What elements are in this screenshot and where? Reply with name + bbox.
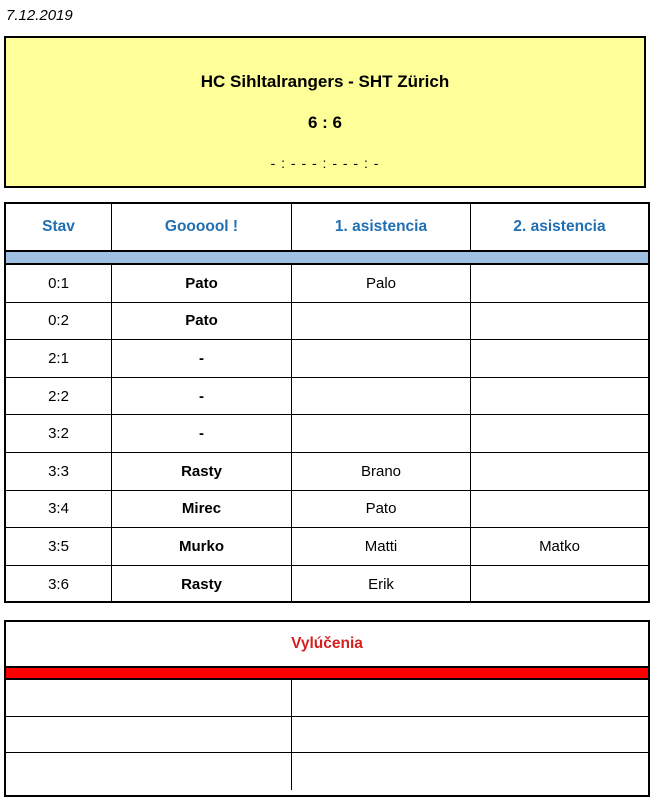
assist-1-cell: Erik xyxy=(292,566,471,604)
assist-2-cell xyxy=(471,265,648,302)
column-header-assist-1: 1. asistencia xyxy=(292,204,471,250)
score-cell: 3:2 xyxy=(6,415,112,452)
assist-2-cell xyxy=(471,378,648,415)
penalties-title: Vylúčenia xyxy=(291,635,363,652)
score-cell: 2:2 xyxy=(6,378,112,415)
scorer-cell: Rasty xyxy=(112,453,292,490)
assist-1-cell: Brano xyxy=(292,453,471,490)
assist-2-cell: Matko xyxy=(539,537,580,555)
table-row xyxy=(6,378,648,416)
assist-2-cell xyxy=(471,415,648,452)
column-header-assist-2: 2. asistencia xyxy=(513,218,606,235)
match-header xyxy=(4,36,646,188)
goals-header-row xyxy=(6,204,648,250)
teams-title: HC Sihltalrangers - SHT Zürich xyxy=(200,72,450,91)
scorer-cell: - xyxy=(112,378,292,415)
header-separator-bar xyxy=(6,250,648,265)
assist-2-cell xyxy=(471,491,648,528)
penalty-cell xyxy=(292,753,648,790)
score-cell: 3:5 xyxy=(6,528,112,565)
table-row xyxy=(6,340,648,378)
score-cell: 3:3 xyxy=(6,453,112,490)
assist-1-cell xyxy=(292,303,471,340)
penalty-cell xyxy=(6,680,292,716)
score-cell: 0:2 xyxy=(6,303,112,340)
assist-1-cell: Matti xyxy=(292,528,471,565)
column-header-goal: Goooool ! xyxy=(112,204,292,250)
scorer-cell: Murko xyxy=(112,528,292,565)
period-scores: - : - - - : - - - : - xyxy=(270,155,380,171)
scorer-cell: Rasty xyxy=(112,566,292,604)
penalty-cell xyxy=(292,717,648,753)
final-score: 6 : 6 xyxy=(307,113,343,132)
penalty-cell xyxy=(6,753,292,790)
score-cell: 2:1 xyxy=(6,340,112,377)
scorer-cell: - xyxy=(112,340,292,377)
score-cell: 0:1 xyxy=(6,265,112,302)
penalties-separator-bar xyxy=(6,666,648,680)
penalties-table xyxy=(4,620,650,797)
penalty-rows xyxy=(6,680,648,790)
assist-2-cell xyxy=(471,566,648,604)
table-row xyxy=(6,491,648,529)
scorer-cell: Pato xyxy=(112,265,292,302)
assist-1-cell: Palo xyxy=(292,265,471,302)
assist-2-cell xyxy=(471,453,648,490)
assist-1-cell xyxy=(292,340,471,377)
penalty-row xyxy=(6,717,648,754)
table-row xyxy=(6,453,648,491)
penalty-cell xyxy=(6,717,292,753)
table-row xyxy=(6,265,648,303)
penalty-row xyxy=(6,680,648,717)
column-header-stav: Stav xyxy=(6,204,112,250)
score-cell: 3:4 xyxy=(6,491,112,528)
goal-rows xyxy=(6,265,648,603)
assist-2-cell xyxy=(471,340,648,377)
penalty-cell xyxy=(292,680,648,716)
assist-1-cell xyxy=(292,378,471,415)
table-row xyxy=(6,528,648,566)
assist-1-cell: Pato xyxy=(292,491,471,528)
scorer-cell: Pato xyxy=(112,303,292,340)
match-date: 7.12.2019 xyxy=(6,7,73,24)
table-row xyxy=(6,415,648,453)
assist-2-cell xyxy=(471,303,648,340)
goals-table xyxy=(4,202,650,603)
score-cell: 3:6 xyxy=(6,566,112,604)
scorer-cell: Mirec xyxy=(112,491,292,528)
assist-1-cell xyxy=(292,415,471,452)
penalty-row xyxy=(6,753,648,790)
table-row xyxy=(6,566,648,604)
scorer-cell: - xyxy=(112,415,292,452)
table-row xyxy=(6,303,648,341)
